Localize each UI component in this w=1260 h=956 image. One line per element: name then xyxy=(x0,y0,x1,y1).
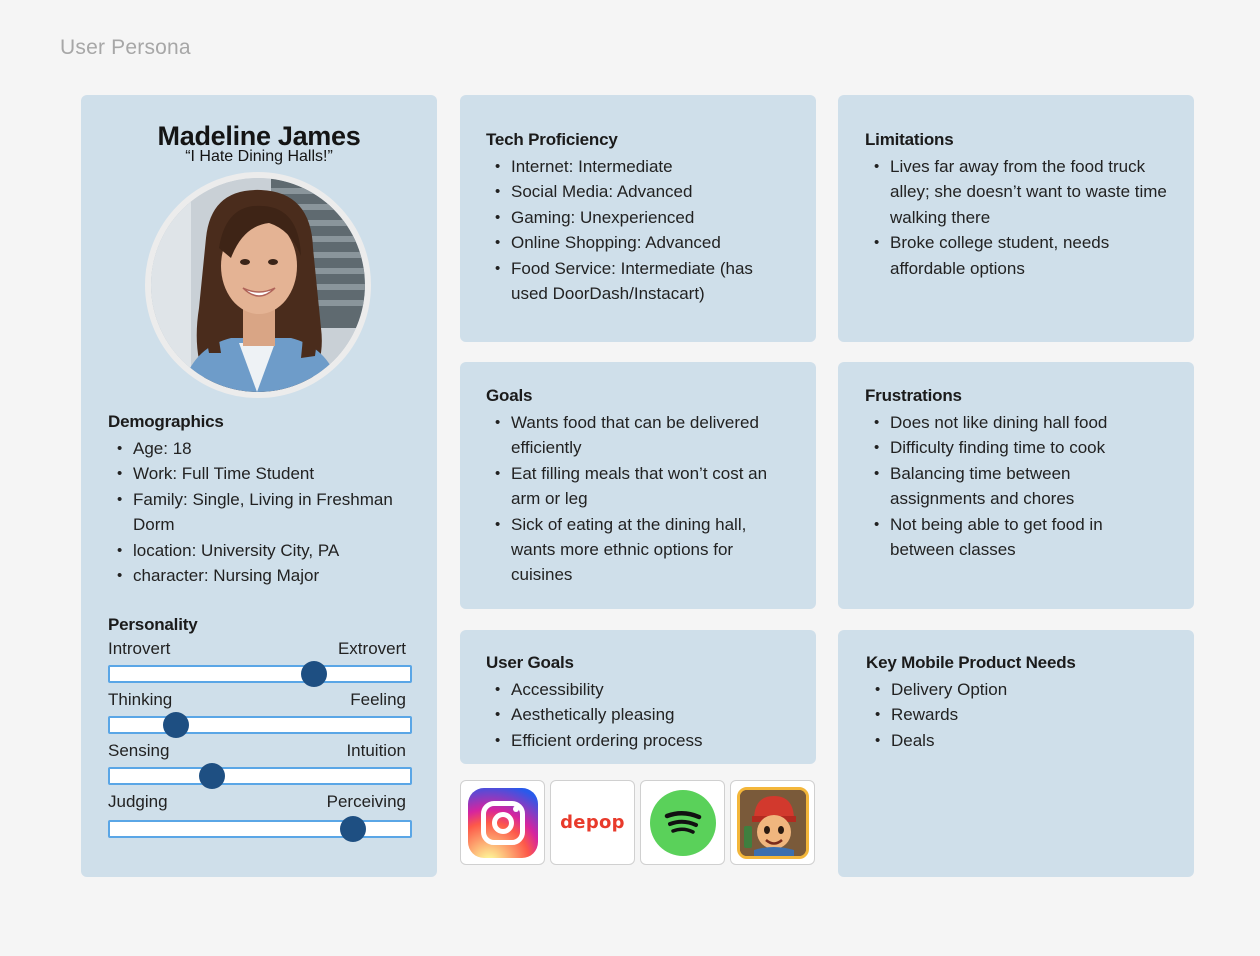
slider-track[interactable] xyxy=(108,820,412,838)
list-item: • Not being able to get food in between classes xyxy=(865,512,1168,563)
slider-track[interactable] xyxy=(108,665,412,683)
list-item: • character: Nursing Major xyxy=(108,563,418,588)
list-item: • Online Shopping: Advanced xyxy=(486,230,790,255)
slider-left-label: Thinking xyxy=(108,690,173,709)
list-item: • Food Service: Intermediate (has used DoorDash/Instacart) xyxy=(486,256,790,307)
goals-title: Goals xyxy=(486,386,533,405)
slider-left-label: Sensing xyxy=(108,741,170,760)
app-tile-spotify xyxy=(640,780,725,865)
slider-left-label: Introvert xyxy=(108,639,171,658)
slider-right-label: Intuition xyxy=(346,741,406,760)
personality-title: Personality xyxy=(108,615,198,634)
limitations-card xyxy=(838,95,1194,342)
slider-track[interactable] xyxy=(108,716,412,734)
slider-track[interactable] xyxy=(108,767,412,785)
frustrations-title: Frustrations xyxy=(865,386,962,405)
user-goals-card xyxy=(460,630,816,764)
demographics-title: Demographics xyxy=(108,412,224,431)
subway-surfers-icon xyxy=(737,787,809,859)
slider-knob[interactable] xyxy=(301,661,327,687)
persona-photo xyxy=(151,178,365,392)
persona-name: Madeline James xyxy=(157,121,361,151)
list-item: • Balancing time between assignments and chores xyxy=(865,461,1168,512)
list-item: • Age: 18 xyxy=(108,436,418,461)
tech-proficiency-title: Tech Proficiency xyxy=(486,130,618,149)
list-item: • Difficulty finding time to cook xyxy=(865,435,1168,460)
list-item: • Eat filling meals that won’t cost an arm or leg xyxy=(486,461,790,512)
list-item: • location: University City, PA xyxy=(108,538,418,563)
list-item: • Sick of eating at the dining hall, wants more ethnic options for cuisines xyxy=(486,512,790,588)
key-needs-card xyxy=(838,630,1194,877)
instagram-icon xyxy=(468,788,538,858)
frame-title: User Persona xyxy=(60,36,191,59)
key-needs-title: Key Mobile Product Needs xyxy=(866,653,1076,672)
demographics-list xyxy=(108,436,418,588)
list-item: • Deals xyxy=(866,728,1168,753)
personality-section xyxy=(108,615,418,843)
app-tile-depop xyxy=(550,780,635,865)
frustrations-card xyxy=(838,362,1194,609)
persona-quote: “I Hate Dining Halls!” xyxy=(185,148,333,165)
slider-judging-perceiving xyxy=(108,792,418,843)
list-item: • Aesthetically pleasing xyxy=(486,702,790,727)
goals-list xyxy=(486,410,790,588)
list-item: • Social Media: Advanced xyxy=(486,179,790,204)
avatar xyxy=(145,172,371,398)
list-item: • Family: Single, Living in Freshman Dorm xyxy=(108,487,418,538)
list-item: • Work: Full Time Student xyxy=(108,461,418,486)
user-goals-title: User Goals xyxy=(486,653,574,672)
tech-proficiency-card xyxy=(460,95,816,342)
key-needs-list xyxy=(866,677,1168,753)
slider-knob[interactable] xyxy=(163,712,189,738)
slider-right-label: Feeling xyxy=(350,690,406,709)
slider-left-label: Judging xyxy=(108,792,168,811)
slider-sensing-intuition xyxy=(108,741,418,792)
list-item: • Delivery Option xyxy=(866,677,1168,702)
list-item: • Gaming: Unexperienced xyxy=(486,205,790,230)
app-tile-instagram xyxy=(460,780,545,865)
depop-icon: depop xyxy=(560,812,625,833)
slider-knob[interactable] xyxy=(340,816,366,842)
list-item: • Broke college student, needs affordable options xyxy=(865,230,1168,281)
slider-right-label: Extrovert xyxy=(337,639,406,658)
list-item: • Internet: Intermediate xyxy=(486,154,790,179)
slider-knob[interactable] xyxy=(199,763,225,789)
user-goals-list xyxy=(486,677,790,753)
spotify-icon xyxy=(650,790,716,856)
list-item: • Lives far away from the food truck alley; she doesn’t want to waste time walking there xyxy=(865,154,1168,230)
frustrations-list xyxy=(865,410,1168,562)
app-tile-subway-surfers xyxy=(730,780,815,865)
list-item: • Accessibility xyxy=(486,677,790,702)
list-item: • Rewards xyxy=(866,702,1168,727)
list-item: • Efficient ordering process xyxy=(486,728,790,753)
slider-thinking-feeling xyxy=(108,690,418,741)
limitations-list xyxy=(865,154,1168,281)
list-item: • Does not like dining hall food xyxy=(865,410,1168,435)
slider-right-label: Perceiving xyxy=(326,792,406,811)
tech-proficiency-list xyxy=(486,154,790,306)
limitations-title: Limitations xyxy=(865,130,954,149)
profile-card xyxy=(81,95,437,877)
goals-card xyxy=(460,362,816,609)
list-item: • Wants food that can be delivered efficiently xyxy=(486,410,790,461)
demographics-section xyxy=(108,412,418,588)
slider-introvert-extrovert xyxy=(108,639,418,690)
